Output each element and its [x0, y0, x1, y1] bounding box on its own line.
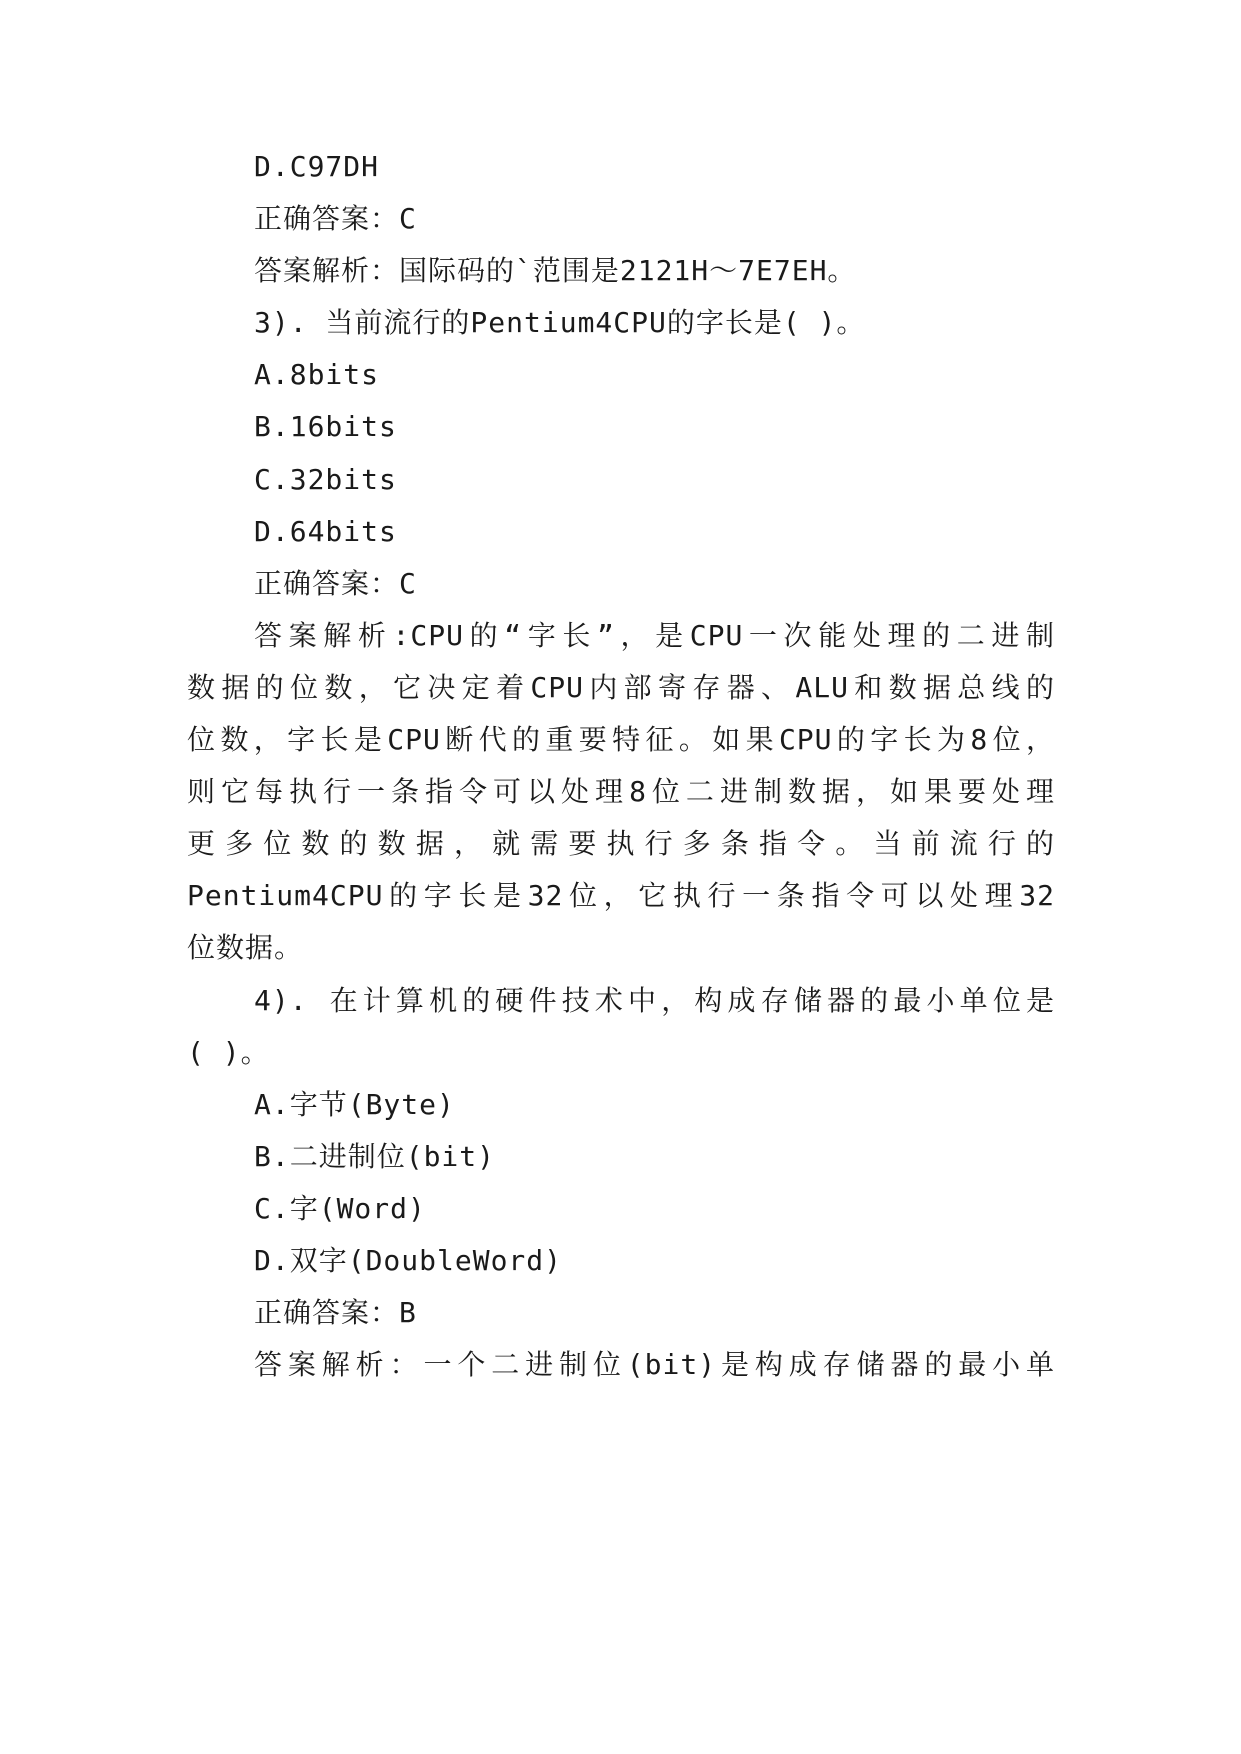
q3-option-b: B.16bits [254, 410, 397, 443]
q4-option-a: A.字节(Byte) [254, 1088, 455, 1121]
q3-option-a: A.8bits [254, 358, 380, 391]
q4-analysis-line-1: 答案解析：一个二进制位(bit)是构成存储器的最小单 [254, 1348, 1055, 1381]
q2-answer: 正确答案：C [254, 202, 417, 235]
q3-analysis-line-3: 位数，字长是CPU断代的重要特征。如果CPU的字长为8位， [187, 723, 1055, 756]
q3-question: 3). 当前流行的Pentium4CPU的字长是( )。 [254, 306, 866, 339]
q3-analysis-line-7: 位数据。 [187, 931, 304, 964]
q4-option-b: B.二进制位(bit) [254, 1140, 496, 1173]
q2-analysis: 答案解析：国际码的`范围是2121H～7E7EH。 [254, 254, 857, 287]
q3-answer: 正确答案：C [254, 567, 417, 600]
q3-analysis-line-2: 数据的位数，它决定着CPU内部寄存器、ALU和数据总线的 [187, 671, 1055, 704]
q4-question-line-2: ( )。 [187, 1036, 270, 1069]
q3-option-d: D.64bits [254, 515, 397, 548]
q3-analysis-line-5: 更多位数的数据，就需要执行多条指令。当前流行的 [187, 827, 1055, 860]
q4-question-line-1: 4). 在计算机的硬件技术中，构成存储器的最小单位是 [254, 984, 1055, 1017]
q4-answer: 正确答案：B [254, 1296, 417, 1329]
q3-analysis-line-6: Pentium4CPU的字长是32位，它执行一条指令可以处理32 [187, 879, 1055, 912]
q4-option-c: C.字(Word) [254, 1192, 426, 1225]
q3-analysis-line-4: 则它每执行一条指令可以处理8位二进制数据，如果要处理 [187, 775, 1055, 808]
q3-option-c: C.32bits [254, 463, 397, 496]
q3-analysis-line-1: 答案解析:CPU的“字长”，是CPU一次能处理的二进制 [254, 619, 1055, 652]
q4-option-d: D.双字(DoubleWord) [254, 1244, 563, 1277]
q2-option-d: D.C97DH [254, 150, 380, 183]
